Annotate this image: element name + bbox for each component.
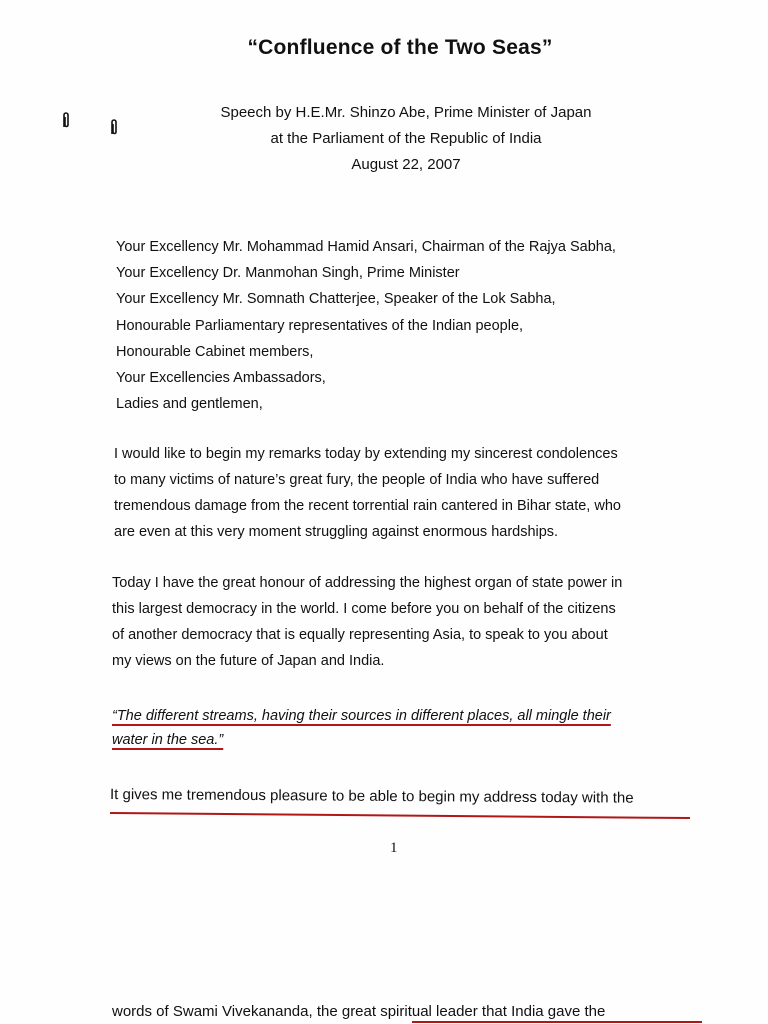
paragraph-condolences [114,441,621,545]
salutation-list [116,234,616,417]
handwritten-underline [110,812,690,819]
next-page-line: words of Swami Vivekananda, the great spiritual leader that India gave the [112,1003,606,1020]
handwritten-underline [412,1021,702,1023]
paragraph-honour [112,570,622,674]
paragraph-line: Today I have the great honour of addressing the highest organ of state power in [112,575,623,591]
page-title: “Confluence of the Two Seas” [247,36,553,59]
quote-line: water in the sea.” [112,732,224,748]
subtitle-date: August 22, 2007 [351,156,461,173]
salutation-line: Your Excellencies Ambassadors, [116,370,326,387]
paragraph-line: my views on the future of Japan and India. [112,653,385,669]
salutation-line: Your Excellency Mr. Somnath Chatterjee, Speaker of the Lok Sabha, [116,291,556,308]
paragraph-line: of another democracy that is equally representing Asia, to speak to you about [112,627,608,643]
paragraph-line: tremendous damage from the recent torrential rain cantered in Bihar state, who [114,498,621,514]
salutation-line: Ladies and gentlemen, [116,396,263,413]
salutation-line: Honourable Cabinet members, [116,343,314,360]
page-number: 1 [390,840,398,856]
salutation-line: Your Excellency Mr. Mohammad Hamid Ansari, Chairman of the Rajya Sabha, [116,239,616,255]
salutation-line: Your Excellency Dr. Manmohan Singh, Prime Minister [116,265,460,282]
paragraph-line: are even at this very moment struggling against enormous hardships. [114,524,559,540]
quote-line: “The different streams, having their sources in different places, all mingle their [112,708,611,724]
subtitle-venue: at the Parliament of the Republic of India [270,130,542,147]
salutation-line: Honourable Parliamentary representatives of the Indian people, [116,317,524,334]
paragraph-line: I would like to begin my remarks today by extending my sincerest condolences [114,446,618,462]
paragraph-line: to many victims of nature’s great fury, the people of India who have suffered [114,472,600,488]
paragraph-pleasure: It gives me tremendous pleasure to be able to begin my address today with the [109,786,634,807]
paperclip-icon [62,111,69,128]
paperclip-icon [110,118,117,135]
quote-block [112,704,611,752]
subtitle-speaker: Speech by H.E.Mr. Shinzo Abe, Prime Minister of Japan [220,104,592,121]
paragraph-line: this largest democracy in the world. I come before you on behalf of the citizens [112,601,616,617]
